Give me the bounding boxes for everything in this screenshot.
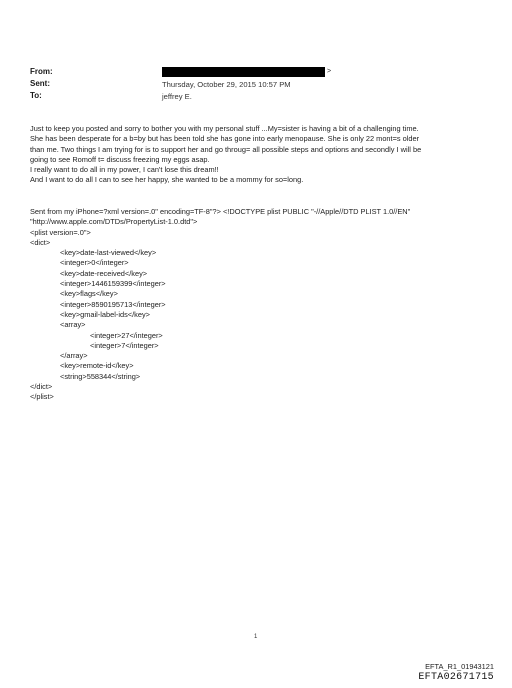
xml-line: <integer>27</integer> bbox=[90, 330, 163, 340]
xml-line: Sent from my iPhone=?xml version=.0" encoding=TF-8"?> <!DOCTYPE plist PUBLIC "-//Apple//DTD PLIST 1.0//EN" bbox=[30, 207, 411, 216]
to-value: jeffrey E. bbox=[162, 92, 192, 101]
xml-line: <array> bbox=[60, 320, 86, 330]
xml-line: <integer>8590195713</integer> bbox=[60, 299, 166, 309]
page-number: 1 bbox=[254, 634, 258, 640]
xml-line: <integer>0</integer> bbox=[60, 258, 129, 268]
xml-line: <key>gmail-label-ids</key> bbox=[60, 309, 150, 319]
xml-line: </array> bbox=[60, 351, 88, 361]
xml-line: </dict> bbox=[30, 382, 53, 392]
xml-line: <key>date-last-viewed</key> bbox=[60, 248, 157, 258]
email-body bbox=[30, 124, 485, 186]
xml-line: <key>flags</key> bbox=[60, 289, 118, 299]
body-line: Just to keep you posted and sorry to bother you with my personal stuff ...My=sister is having a bit of a challenging time. bbox=[30, 124, 419, 133]
from-value-tail: > bbox=[327, 68, 332, 75]
body-line: I really want to do all in my power, I can't lose this dream!! bbox=[30, 165, 219, 175]
body-line: She has been desperate for a b=by but has been told she has gone into early menopause. She is only 22 mont=s older bbox=[30, 134, 420, 144]
xml-line: <key>remote-id</key> bbox=[60, 361, 134, 371]
xml-line: <plist version=.0"> bbox=[30, 227, 91, 237]
sent-value: Thursday, October 29, 2015 10:57 PM bbox=[162, 80, 291, 89]
to-label: To: bbox=[30, 91, 42, 100]
body-line: And I want to do all I can to see her happy, she wanted to be a mommy for so=long. bbox=[30, 175, 304, 185]
xml-line: <dict> bbox=[30, 237, 51, 247]
body-line: going to see Romoff t= discuss freezing my eggs asap. bbox=[30, 154, 210, 164]
plist-xml-block bbox=[30, 207, 490, 403]
xml-line: <string>558344</string> bbox=[60, 371, 141, 381]
bates-number-primary: EFTA_R1_01943121 bbox=[425, 662, 494, 671]
redaction-bar bbox=[162, 67, 325, 77]
xml-line: </plist> bbox=[30, 392, 54, 402]
xml-line: <key>date-received</key> bbox=[60, 268, 148, 278]
xml-line: <integer>7</integer> bbox=[90, 340, 159, 350]
bates-number-secondary: EFTA02671715 bbox=[418, 672, 494, 683]
xml-line: "http://www.apple.com/DTDs/PropertyList-1.0.dtd"> bbox=[30, 217, 198, 227]
xml-line: <integer>1446159399</integer> bbox=[60, 279, 166, 289]
sent-label: Sent: bbox=[30, 79, 50, 88]
from-label: From: bbox=[30, 67, 53, 76]
body-line: than me. Two things I am trying for is to support her and go throug= all possible steps and options and secondly I will be bbox=[30, 144, 422, 154]
